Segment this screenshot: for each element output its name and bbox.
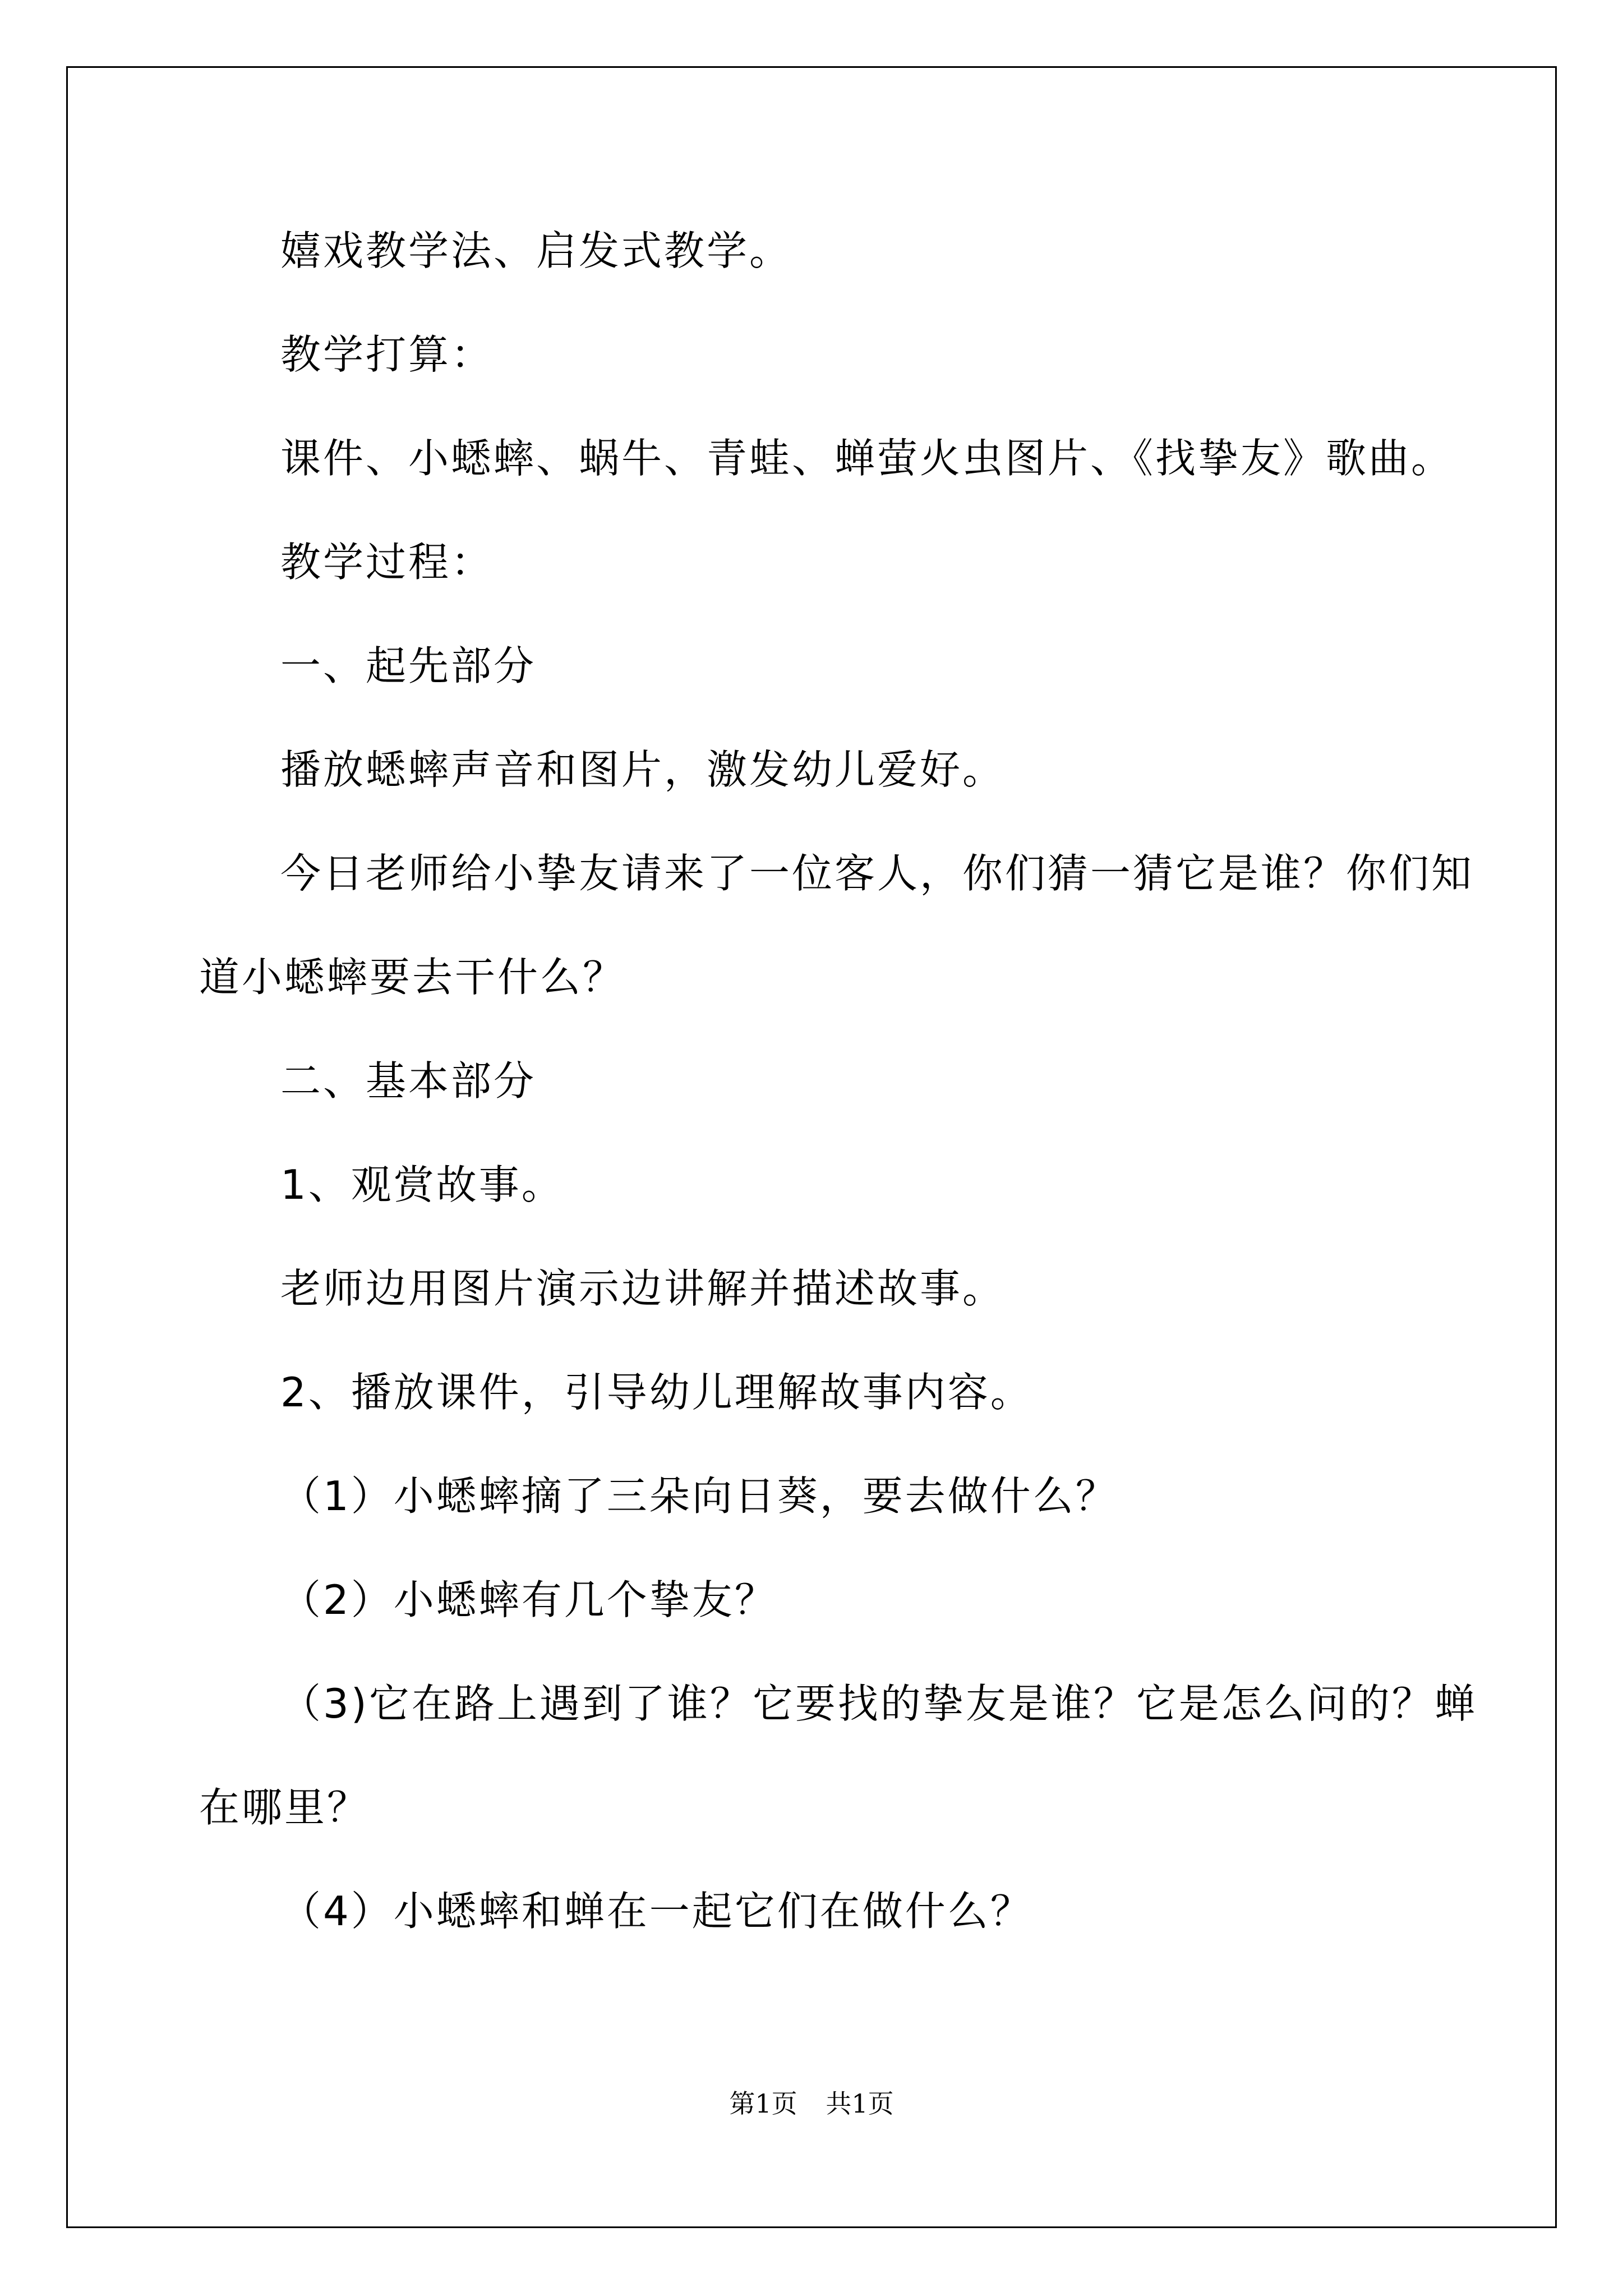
- question-3: （3)它在路上遇到了谁？它要找的挚友是谁？它是怎么问的？蝉: [280, 1680, 1477, 1727]
- paragraph-materials: 课件、小蟋蟀、蜗牛、青蛙、蝉萤火虫图片、《找挚友》歌曲。: [280, 435, 1454, 482]
- question-4: （4）小蟋蟀和蝉在一起它们在做什么？: [280, 1888, 1033, 1935]
- section-heading-opening: 一、起先部分: [280, 642, 537, 689]
- list-item-story: 1、观赏故事。: [280, 1161, 564, 1208]
- page-total: 共1页: [826, 2088, 894, 2119]
- paragraph-guest-intro-continued: 道小蟋蟀要去干什么？: [199, 954, 626, 1001]
- paragraph-teaching-method: 嬉戏教学法、启发式教学。: [280, 227, 792, 274]
- paragraph-play-sound: 播放蟋蟀声音和图片，激发幼儿爱好。: [280, 746, 1006, 793]
- paragraph-guest-intro: 今日老师给小挚友请来了一位客人，你们猜一猜它是谁？你们知: [280, 850, 1474, 897]
- question-3-continued: 在哪里？: [199, 1784, 370, 1831]
- paragraph-preparation-heading: 教学打算：: [280, 331, 494, 378]
- page-footer: [0, 2087, 1623, 2120]
- paragraph-process-heading: 教学过程：: [280, 539, 494, 586]
- paragraph-teacher-demo: 老师边用图片演示边讲解并描述故事。: [280, 1265, 1006, 1312]
- list-item-courseware: 2、播放课件，引导幼儿理解故事内容。: [280, 1369, 1033, 1416]
- section-heading-basic: 二、基本部分: [280, 1057, 537, 1105]
- page-number: 第1页: [729, 2088, 797, 2119]
- question-2: （2）小蟋蟀有几个挚友？: [280, 1576, 777, 1623]
- question-1: （1）小蟋蟀摘了三朵向日葵，要去做什么？: [280, 1473, 1118, 1520]
